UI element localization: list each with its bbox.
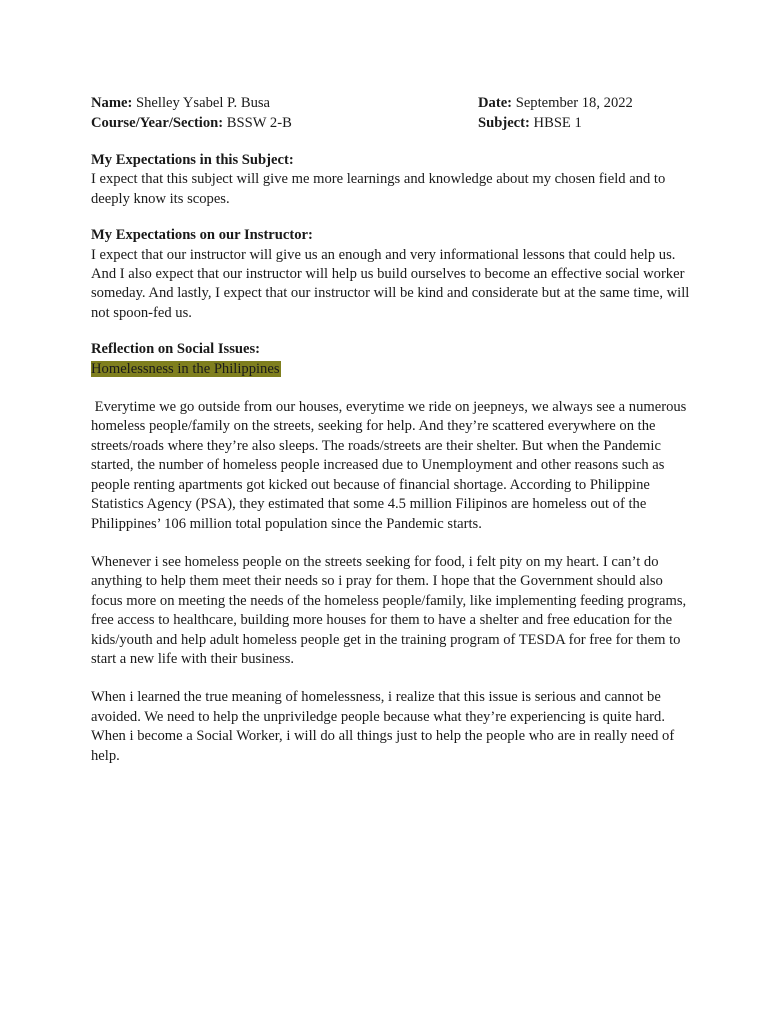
course-value: BSSW 2-B (226, 115, 292, 131)
instructor-expectations-section (91, 226, 691, 323)
reflection-topic: Homelessness in the Philippines (91, 360, 280, 377)
subject-expectations-section (91, 151, 691, 209)
name-label: Name: (91, 95, 133, 111)
reflection-topic-line (91, 360, 691, 379)
subject-expectations-heading: My Expectations in this Subject: (91, 152, 294, 168)
document-page (91, 94, 691, 766)
date-label: Date: (478, 95, 513, 111)
header-row-2 (91, 114, 691, 134)
course-label: Course/Year/Section: (91, 115, 224, 131)
subject-field (478, 114, 582, 133)
date-value: September 18, 2022 (515, 95, 633, 111)
instructor-expectations-text: I expect that our instructor will give us an enough and very informational lessons that could help us. And I also expect that our instructor will help us build ourselves to become an effective social worker someday. And lastly, I expect that our instructor will be kind and considerate but at the same time, will not spoon-fed us. (91, 246, 690, 321)
reflection-section (91, 340, 691, 766)
subject-expectations-text: I expect that this subject will give me more learnings and knowledge about my chosen field and to deeply know its scopes. (91, 171, 666, 207)
instructor-expectations-heading: My Expectations on our Instructor: (91, 227, 313, 244)
name-value: Shelley Ysabel P. Busa (136, 95, 271, 111)
subject-label: Subject: (478, 115, 530, 131)
reflection-heading: Reflection on Social Issues: (91, 341, 261, 358)
reflection-paragraph-2: Whenever i see homeless people on the streets seeking for food, i felt pity on my heart. I can’t do anything to help them meet their needs so i pray for them. I hope that the Government should also focus more on meeting the needs of the homeless people/family, like implementing feeding programs, free access to healthcare, building more houses for them to have a shelter and free education for the kids/youth and help adult homeless people get in the training program of TESDA for free for them to start a new life with their business. (91, 553, 687, 667)
subject-value: HBSE 1 (533, 115, 582, 131)
reflection-paragraph-1: Everytime we go outside from our houses, everytime we ride on jeepneys, we always see a numerous homeless people/family on the streets, seeking for help. And they’re scattered everywhere on the streets/roads where they’re also sleeps. The roads/streets are their shelter. But when the Pandemic started, the number of homeless people increased due to Unemployment and other reasons such as people renting apartments got kicked out because of financial shortage. According to Philippine Statistics Agency (PSA), they estimated that some 4.5 million Filipinos are homeless out of the Philippines’ 106 million total population since the Pandemic starts. (91, 399, 690, 532)
header-row-1 (91, 94, 691, 114)
date-field (478, 94, 633, 113)
reflection-paragraph-3: When i learned the true meaning of homelessness, i realize that this issue is serious and cannot be avoided. We need to help the unpriviledge people because what they’re experiencing is quite hard. When i become a Social Worker, i will do all things just to help the people who are in really need of help. (91, 689, 675, 764)
